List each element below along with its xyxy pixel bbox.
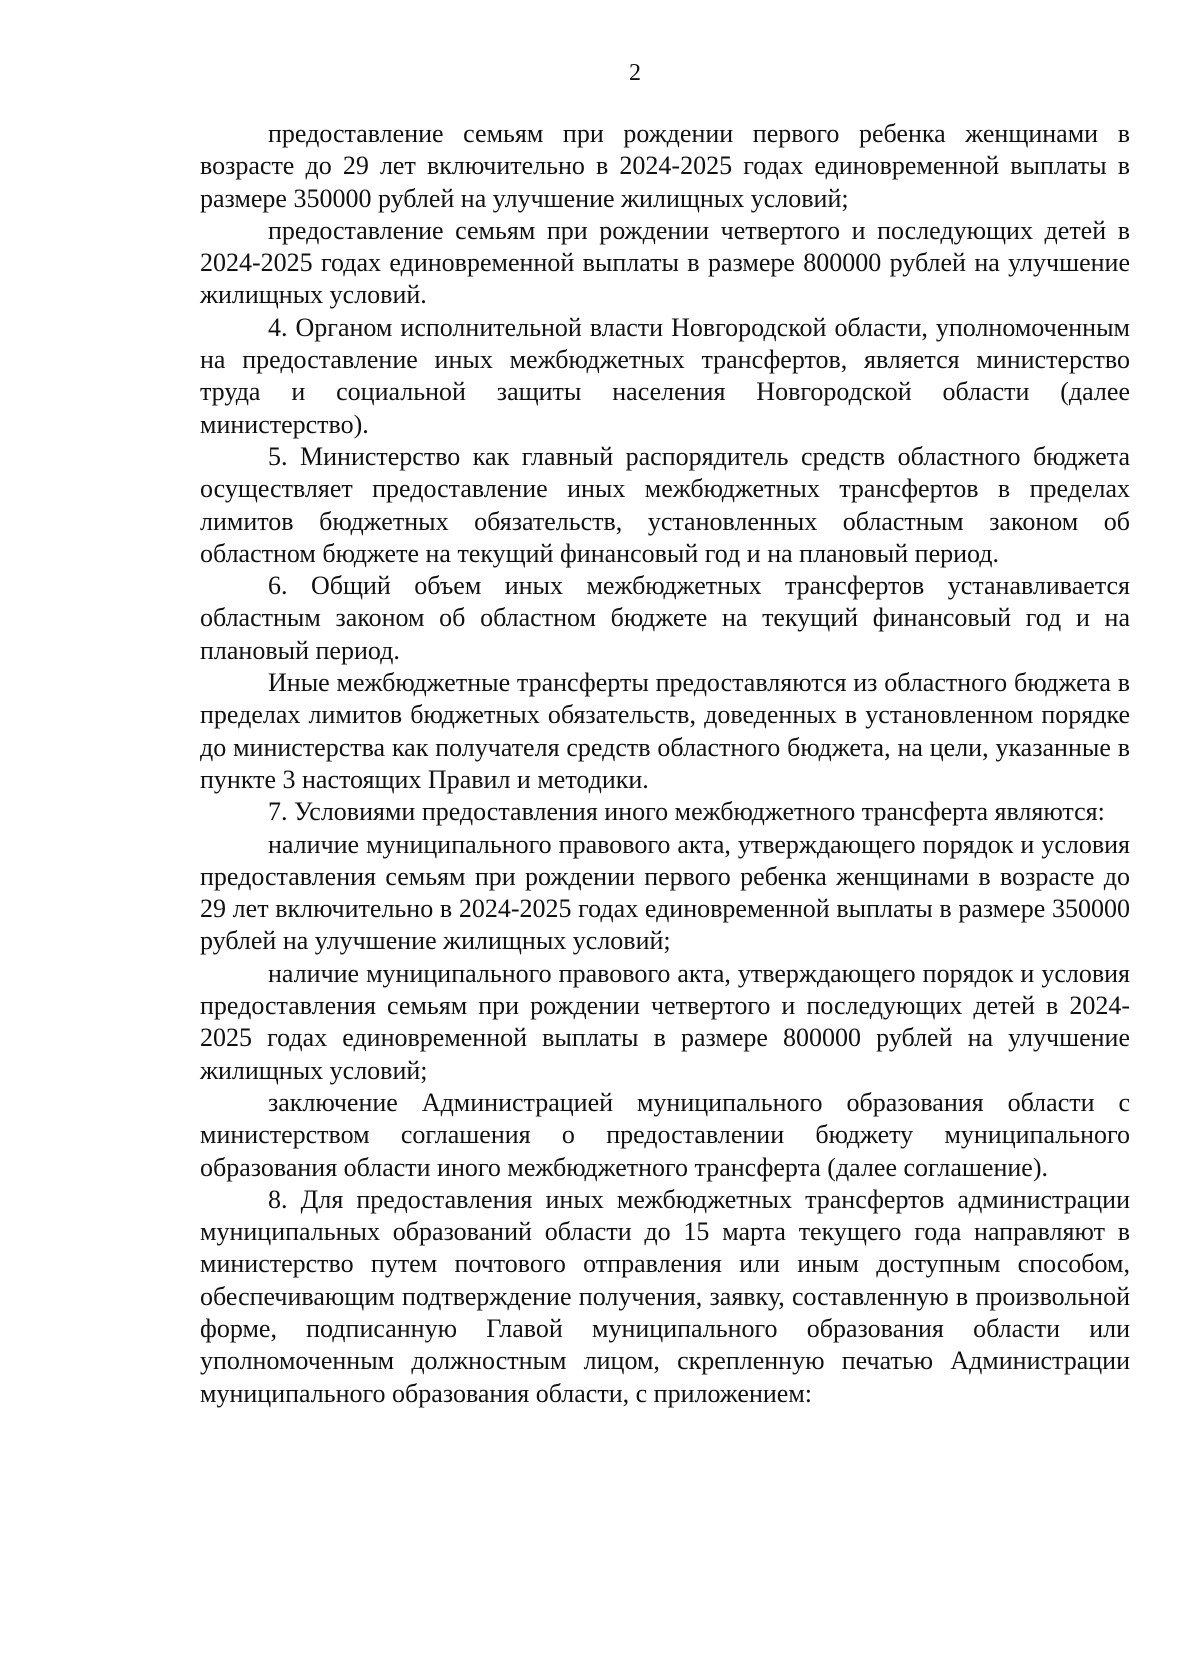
page-number: 2: [629, 60, 641, 86]
document-body: [200, 118, 1130, 1410]
paragraph-condition-act-fourth-child: наличие муниципального правового акта, утверждающего порядок и условия предоставления семьям при рождении четвертого и последующих детей в 2024-2025 годах единовременной выплаты в размере 800000 рублей на улучшение жилищных условий;: [200, 958, 1130, 1085]
paragraph-item-6-total-volume: 6. Общий объем иных межбюджетных трансфертов устанавливается областным законом об областном бюджете на текущий финансовый год и на плановый период.: [200, 571, 1130, 665]
paragraph-benefit-first-child: предоставление семьям при рождении первого ребенка женщинами в возрасте до 29 лет включительно в 2024-2025 годах единовременной выплаты в размере 350000 рублей на улучшение жилищных условий;: [200, 119, 1130, 213]
paragraph-item-8-application: 8. Для предоставления иных межбюджетных трансфертов администрации муниципальных образований области до 15 марта текущего года направляют в министерство путем почтового отправления или иным доступным способом, обеспечивающим подтверждение получения, заявку, составленную в произвольной форме, подписанную Главой муниципального образования области или уполномоченным должностным лицом, скрепленную печатью Администрации муниципального образования области, с приложением:: [200, 1184, 1130, 1408]
paragraph-condition-act-first-child: наличие муниципального правового акта, утверждающего порядок и условия предоставления семьям при рождении первого ребенка женщинами в возрасте до 29 лет включительно в 2024-2025 годах единовременной выплаты в размере 350000 рублей на улучшение жилищных условий;: [200, 829, 1130, 956]
paragraph-item-4-authority: 4. Органом исполнительной власти Новгородской области, уполномоченным на предоставление иных межбюджетных трансфертов, является министерство труда и социальной защиты населения Новгородской области (далее министерство).: [200, 312, 1130, 439]
paragraph-condition-agreement: заключение Администрацией муниципального образования области с министерством соглашения о предоставлении бюджету муниципального образования области иного межбюджетного трансферта (далее соглашение).: [200, 1087, 1130, 1182]
paragraph-benefit-fourth-child: предоставление семьям при рождении четвертого и последующих детей в 2024-2025 годах единовременной выплаты в размере 800000 рублей на улучшение жилищных условий.: [200, 215, 1130, 310]
paragraph-item-5-ministry: 5. Министерство как главный распорядитель средств областного бюджета осуществляет предоставление иных межбюджетных трансфертов в пределах лимитов бюджетных обязательств, установленных областным законом об областном бюджете на текущий финансовый год и на плановый период.: [200, 441, 1130, 568]
paragraph-item-7-conditions: 7. Условиями предоставления иного межбюджетного трансферта являются:: [268, 797, 1105, 827]
paragraph-transfers-limits: Иные межбюджетные трансферты предоставляются из областного бюджета в пределах лимитов бюджетных обязательств, доведенных в установленном порядке до министерства как получателя средств областного бюджета, на цели, указанные в пункте 3 настоящих Правил и методики.: [200, 668, 1130, 794]
